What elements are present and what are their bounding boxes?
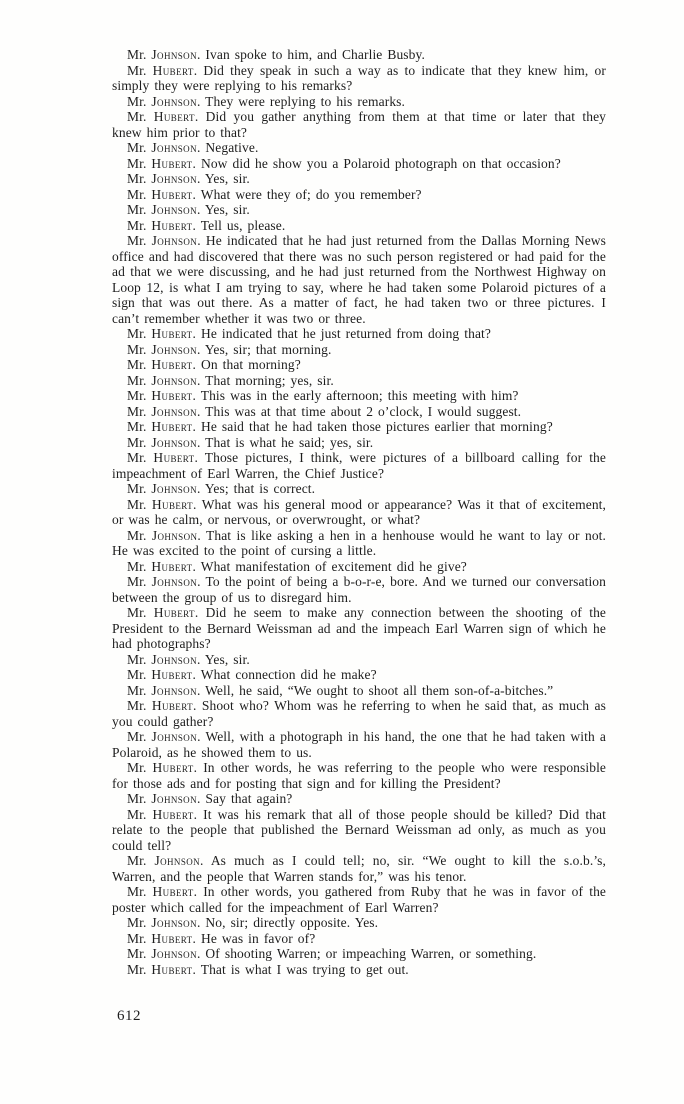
speech-text: . That is like asking a hen in a henhouse would he want to lay or not. He was excited to the point of cursing a little. bbox=[112, 527, 606, 558]
speaker-name bbox=[127, 342, 197, 357]
speaker-name bbox=[127, 729, 197, 744]
dialogue-paragraph bbox=[112, 497, 606, 528]
speaker-surname: Johnson bbox=[151, 341, 197, 357]
speaker-prefix: Mr. bbox=[127, 140, 152, 155]
speaker-name bbox=[127, 47, 197, 62]
speech-text: . Shoot who? Whom was he referring to when he said that, as much as you could gather? bbox=[112, 698, 606, 729]
speaker-name bbox=[127, 63, 194, 78]
speaker-surname: Hubert bbox=[151, 155, 193, 171]
speaker-name bbox=[127, 853, 200, 868]
speaker-surname: Hubert bbox=[153, 109, 195, 124]
dialogue-paragraph bbox=[112, 140, 606, 156]
speaker-name bbox=[127, 931, 193, 946]
speaker-name bbox=[127, 94, 197, 109]
dialogue-paragraph bbox=[112, 559, 606, 575]
speaker-surname: Hubert bbox=[152, 62, 194, 78]
speaker-surname: Hubert bbox=[151, 961, 193, 977]
speaker-prefix: Mr. bbox=[127, 326, 152, 341]
speech-text: . He indicated that he had just returned from the Dallas Morning News office and had discovered that there was no such person registered or had paid for the ad that we were discussing, and he had just returned from the Northwest Highway on Loop 12, is what I am trying to say, where he had taken some Polaroid pictures of a sign that was out there. As a matter of fact, he had taken two or three pictures. I can’t remember whether it was two or three. bbox=[112, 233, 606, 326]
speaker-surname: Johnson bbox=[151, 171, 197, 186]
dialogue-paragraph bbox=[112, 574, 606, 605]
speech-text: . Did they speak in such a way as to indicate that they knew him, or simply they were replying to his remarks? bbox=[112, 62, 606, 93]
speaker-surname: Johnson bbox=[151, 434, 197, 450]
speaker-name bbox=[127, 605, 195, 620]
dialogue-paragraph bbox=[112, 373, 606, 389]
speaker-prefix: Mr. bbox=[127, 357, 152, 372]
speech-text: . That is what he said; yes, sir. bbox=[196, 434, 374, 450]
speaker-name bbox=[127, 667, 193, 682]
speaker-name bbox=[127, 187, 193, 202]
dialogue-paragraph bbox=[112, 481, 606, 497]
speaker-surname: Hubert bbox=[153, 450, 195, 465]
dialogue-paragraph bbox=[112, 47, 606, 63]
dialogue-paragraph bbox=[112, 233, 606, 326]
speaker-name bbox=[127, 760, 194, 775]
dialogue-paragraph bbox=[112, 884, 606, 915]
speaker-prefix: Mr. bbox=[127, 202, 152, 217]
dialogue-paragraph bbox=[112, 915, 606, 931]
speech-text: . Yes, sir. bbox=[196, 651, 250, 667]
speech-text: . It was his remark that all of those people should be killed? Did that relate to the people that published the Bernard Weissman ad only, as much as you could tell? bbox=[112, 806, 606, 853]
speaker-surname: Hubert bbox=[151, 419, 193, 434]
speaker-surname: Johnson bbox=[151, 372, 197, 388]
speech-text: . This was in the early afternoon; this meeting with him? bbox=[192, 388, 519, 403]
speech-text: . On that morning? bbox=[192, 357, 301, 372]
speaker-name bbox=[127, 404, 197, 419]
speaker-name bbox=[127, 698, 193, 713]
speech-text: . Yes; that is correct. bbox=[196, 481, 316, 496]
speech-text: . Yes, sir. bbox=[196, 171, 250, 186]
speech-text: . Well, with a photograph in his hand, the one that he had taken with a Polaroid, as he showed them to us. bbox=[112, 729, 606, 760]
speech-text: . What was his general mood or appearance? Was it that of excitement, or was he calm, or nervous, or overwrought, or what? bbox=[112, 496, 606, 527]
speaker-name bbox=[127, 528, 197, 543]
dialogue-paragraph bbox=[112, 528, 606, 559]
dialogue-paragraph bbox=[112, 729, 606, 760]
speaker-surname: Johnson bbox=[154, 853, 201, 868]
dialogue-paragraph bbox=[112, 946, 606, 962]
speaker-surname: Johnson bbox=[151, 527, 198, 543]
speech-text: . They were replying to his remarks. bbox=[196, 93, 406, 109]
speaker-surname: Hubert bbox=[151, 930, 193, 946]
speaker-prefix: Mr. bbox=[127, 434, 152, 450]
speaker-name bbox=[127, 419, 193, 434]
speaker-surname: Hubert bbox=[151, 388, 193, 403]
speaker-prefix: Mr. bbox=[127, 403, 152, 419]
dialogue-paragraph bbox=[112, 931, 606, 947]
speaker-prefix: Mr. bbox=[127, 372, 152, 388]
dialogue-paragraph bbox=[112, 652, 606, 668]
speaker-prefix: Mr. bbox=[127, 605, 154, 620]
speech-text: . Yes, sir. bbox=[196, 202, 250, 217]
dialogue-paragraph bbox=[112, 962, 606, 978]
speech-text: . In other words, he was referring to the people who were responsible for those ads and for posting that sign and for killing the President? bbox=[112, 760, 607, 791]
speech-text: . Say that again? bbox=[196, 791, 293, 806]
speaker-name bbox=[127, 481, 197, 496]
speaker-name bbox=[127, 946, 197, 961]
speech-text: . In other words, you gathered from Ruby that he was in favor of the poster which called for the impeachment of Earl Warren? bbox=[112, 884, 607, 915]
dialogue-paragraph bbox=[112, 683, 606, 699]
speaker-surname: Hubert bbox=[151, 357, 193, 372]
speaker-surname: Hubert bbox=[151, 496, 193, 512]
dialogue-paragraph bbox=[112, 791, 606, 807]
speaker-prefix: Mr. bbox=[127, 155, 152, 171]
dialogue-paragraph bbox=[112, 667, 606, 683]
dialogue-paragraph bbox=[112, 218, 606, 234]
dialogue-paragraph bbox=[112, 63, 606, 94]
speaker-prefix: Mr. bbox=[127, 450, 154, 465]
speaker-surname: Johnson bbox=[151, 481, 197, 496]
speech-text: . He said that he had taken those pictures earlier that morning? bbox=[192, 419, 553, 434]
speaker-prefix: Mr. bbox=[127, 481, 152, 496]
speaker-prefix: Mr. bbox=[127, 791, 152, 806]
speaker-prefix: Mr. bbox=[127, 47, 152, 62]
speech-text: . What were they of; do you remember? bbox=[192, 186, 422, 202]
speech-text: . Did you gather anything from them at that time or later that they knew him prior to that? bbox=[112, 109, 607, 140]
speaker-name bbox=[127, 574, 197, 589]
speaker-prefix: Mr. bbox=[127, 915, 152, 930]
speech-text: . He was in favor of? bbox=[192, 930, 316, 946]
speech-text: . Negative. bbox=[196, 140, 259, 155]
speaker-surname: Johnson bbox=[151, 791, 197, 806]
speaker-prefix: Mr. bbox=[127, 341, 152, 357]
dialogue-paragraph bbox=[112, 388, 606, 404]
speaker-prefix: Mr. bbox=[127, 682, 152, 698]
speaker-prefix: Mr. bbox=[127, 729, 152, 744]
speaker-surname: Johnson bbox=[151, 729, 198, 744]
speaker-surname: Hubert bbox=[151, 667, 193, 682]
speaker-name bbox=[127, 915, 197, 930]
dialogue-paragraph bbox=[112, 450, 606, 481]
speaker-surname: Hubert bbox=[151, 186, 193, 202]
dialogue-paragraph bbox=[112, 202, 606, 218]
speaker-name bbox=[127, 884, 194, 899]
speaker-prefix: Mr. bbox=[127, 233, 152, 248]
speaker-name bbox=[127, 559, 193, 574]
speech-text: . Did he seem to make any connection between the shooting of the President to the Bernard Weissman ad and the impeach Earl Warren sign of which he had photographs? bbox=[112, 605, 607, 651]
dialogue-paragraph bbox=[112, 94, 606, 110]
dialogue-paragraph bbox=[112, 326, 606, 342]
speaker-surname: Johnson bbox=[151, 47, 197, 62]
dialogue-paragraph bbox=[112, 109, 606, 140]
dialogue-paragraph bbox=[112, 187, 606, 203]
speaker-name bbox=[127, 109, 195, 124]
dialogue-paragraph bbox=[112, 760, 606, 791]
speaker-prefix: Mr. bbox=[127, 558, 152, 574]
speech-text: . Ivan spoke to him, and Charlie Busby. bbox=[196, 47, 425, 62]
speaker-prefix: Mr. bbox=[127, 93, 152, 109]
speaker-prefix: Mr. bbox=[127, 419, 152, 434]
speaker-prefix: Mr. bbox=[127, 651, 152, 667]
speaker-prefix: Mr. bbox=[127, 667, 152, 682]
speaker-surname: Johnson bbox=[151, 403, 197, 419]
speaker-surname: Johnson bbox=[151, 651, 197, 667]
dialogue-paragraph bbox=[112, 435, 606, 451]
speech-text: . What manifestation of excitement did he give? bbox=[192, 558, 467, 574]
speaker-prefix: Mr. bbox=[127, 946, 152, 961]
speaker-surname: Johnson bbox=[151, 574, 198, 589]
dialogue-paragraph bbox=[112, 156, 606, 172]
speaker-name bbox=[127, 326, 193, 341]
speaker-prefix: Mr. bbox=[127, 884, 153, 899]
dialogue-paragraph bbox=[112, 357, 606, 373]
speaker-surname: Hubert bbox=[152, 884, 194, 899]
speech-text: . Well, he said, “We ought to shoot all them son-of-a-bitches.” bbox=[196, 682, 554, 698]
speech-text: . Yes, sir; that morning. bbox=[196, 341, 332, 357]
speaker-name bbox=[127, 497, 193, 512]
speaker-surname: Hubert bbox=[152, 806, 194, 822]
speaker-name bbox=[127, 233, 197, 248]
speaker-prefix: Mr. bbox=[127, 527, 152, 543]
speaker-surname: Hubert bbox=[152, 760, 194, 775]
dialogue-paragraph bbox=[112, 342, 606, 358]
speech-text: . To the point of being a b-o-r-e, bore. And we turned our conversation between the group of us to disregard him. bbox=[112, 574, 607, 605]
speaker-name bbox=[127, 791, 197, 806]
dialogue-paragraph bbox=[112, 698, 606, 729]
dialogue-paragraph bbox=[112, 605, 606, 652]
dialogue-paragraph bbox=[112, 171, 606, 187]
speaker-name bbox=[127, 807, 194, 822]
speaker-prefix: Mr. bbox=[127, 806, 153, 822]
speech-text: . Tell us, please. bbox=[192, 217, 286, 233]
speech-text: . Those pictures, I think, were pictures of a billboard calling for the impeachment of Earl Warren, the Chief Justice? bbox=[112, 450, 606, 481]
speaker-name bbox=[127, 435, 197, 450]
speaker-prefix: Mr. bbox=[127, 961, 152, 977]
speaker-name bbox=[127, 357, 193, 372]
dialogue-paragraph bbox=[112, 853, 606, 884]
speaker-surname: Johnson bbox=[151, 946, 197, 961]
speech-text: . He indicated that he just returned from doing that? bbox=[192, 326, 491, 341]
speech-text: . What connection did he make? bbox=[192, 667, 377, 682]
speaker-name bbox=[127, 652, 197, 667]
speaker-prefix: Mr. bbox=[127, 760, 153, 775]
speech-text: . That morning; yes, sir. bbox=[196, 372, 334, 388]
dialogue-paragraph bbox=[112, 419, 606, 435]
speech-text: . Of shooting Warren; or impeaching Warren, or something. bbox=[196, 946, 537, 961]
speech-text: . Now did he show you a Polaroid photograph on that occasion? bbox=[192, 155, 561, 171]
speech-text: . This was at that time about 2 o’clock, I would suggest. bbox=[196, 403, 522, 419]
speaker-prefix: Mr. bbox=[127, 186, 152, 202]
speaker-prefix: Mr. bbox=[127, 388, 152, 403]
dialogue-paragraph bbox=[112, 807, 606, 854]
speaker-prefix: Mr. bbox=[127, 574, 152, 589]
transcript bbox=[112, 47, 606, 977]
speaker-prefix: Mr. bbox=[127, 171, 152, 186]
speaker-surname: Johnson bbox=[151, 202, 197, 217]
speech-text: . That is what I was trying to get out. bbox=[192, 961, 409, 977]
speaker-prefix: Mr. bbox=[127, 930, 152, 946]
speaker-surname: Johnson bbox=[151, 915, 197, 930]
speaker-surname: Hubert bbox=[151, 217, 193, 233]
speaker-name bbox=[127, 962, 193, 977]
speaker-name bbox=[127, 140, 197, 155]
speaker-surname: Johnson bbox=[151, 233, 198, 248]
speech-text: . As much as I could tell; no, sir. “We ought to kill the s.o.b.’s, Warren, and the people that Warren stands for,” was his tenor. bbox=[112, 853, 606, 884]
speaker-prefix: Mr. bbox=[127, 217, 152, 233]
speaker-surname: Johnson bbox=[151, 140, 197, 155]
speaker-name bbox=[127, 373, 197, 388]
dialogue-paragraph bbox=[112, 404, 606, 420]
speaker-prefix: Mr. bbox=[127, 698, 152, 713]
speech-text: . No, sir; directly opposite. Yes. bbox=[196, 915, 379, 930]
speaker-name bbox=[127, 218, 193, 233]
page-number: 612 bbox=[117, 1008, 141, 1024]
speaker-name bbox=[127, 388, 193, 403]
speaker-name bbox=[127, 683, 197, 698]
speaker-surname: Johnson bbox=[151, 682, 197, 698]
speaker-name bbox=[127, 156, 193, 171]
speaker-surname: Hubert bbox=[153, 605, 195, 620]
speaker-name bbox=[127, 171, 197, 186]
speaker-prefix: Mr. bbox=[127, 496, 152, 512]
speaker-surname: Hubert bbox=[151, 326, 193, 341]
speaker-name bbox=[127, 450, 195, 465]
speaker-surname: Johnson bbox=[151, 93, 197, 109]
speaker-surname: Hubert bbox=[151, 558, 193, 574]
speaker-prefix: Mr. bbox=[127, 62, 153, 78]
speaker-name bbox=[127, 202, 197, 217]
speaker-surname: Hubert bbox=[151, 698, 193, 713]
speaker-prefix: Mr. bbox=[127, 853, 155, 868]
speaker-prefix: Mr. bbox=[127, 109, 154, 124]
